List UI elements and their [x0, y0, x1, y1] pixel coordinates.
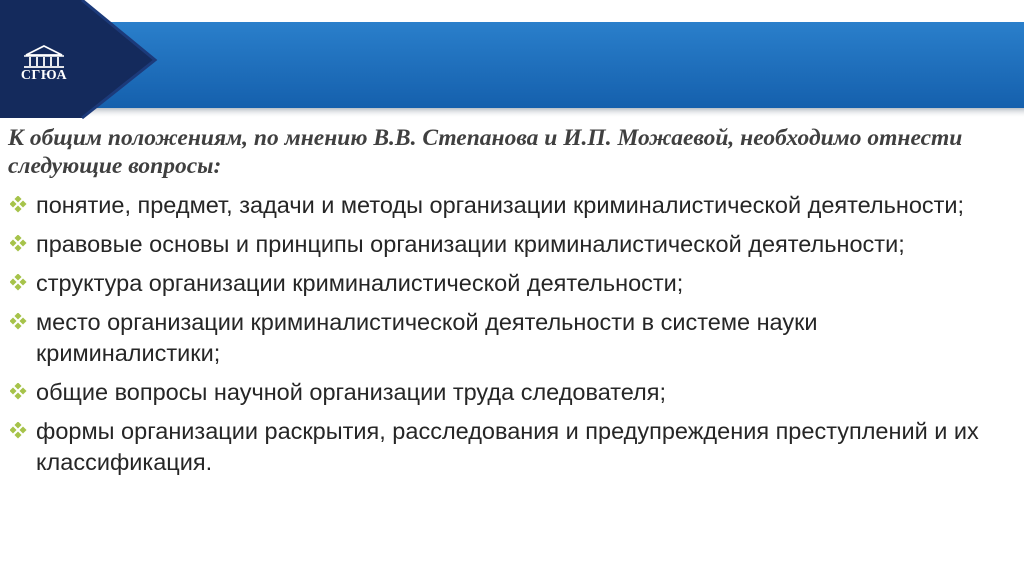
- banner-graphic: [0, 0, 1024, 122]
- list-item-text: общие вопросы научной организации труда следователя;: [36, 379, 667, 405]
- list-item: [8, 190, 1008, 221]
- diamond-bullet-icon: [10, 422, 28, 440]
- diamond-bullet-icon: [10, 313, 28, 331]
- diamond-bullet-icon: [10, 235, 28, 253]
- list-item-text: место организации криминалистической деятельности в системе науки криминалистики;: [36, 309, 818, 366]
- list-item: [8, 307, 1008, 369]
- logo-text: СГЮА: [20, 68, 68, 83]
- list-item: [8, 229, 1008, 260]
- list-item-text: формы организации раскрытия, расследования и предупреждения преступлений и их классификация.: [36, 418, 979, 475]
- list-item-text: понятие, предмет, задачи и методы организации криминалистической деятельности;: [36, 192, 965, 218]
- diamond-bullet-icon: [10, 274, 28, 292]
- diamond-bullet-icon: [10, 196, 28, 214]
- university-building-icon: [14, 44, 74, 70]
- list-item: [8, 416, 1008, 478]
- diamond-bullet-icon: [10, 383, 28, 401]
- bullet-list: [8, 190, 1008, 486]
- header-banner: [0, 0, 1024, 122]
- slide-intro: К общим положениям, по мнению В.В. Степанова и И.П. Можаевой, необходимо отнести следующие вопросы:: [8, 125, 963, 179]
- list-item-text: правовые основы и принципы организации криминалистической деятельности;: [36, 231, 905, 257]
- logo: [14, 44, 74, 94]
- list-item: [8, 268, 1008, 299]
- list-item-text: структура организации криминалистической деятельности;: [36, 270, 684, 296]
- list-item: [8, 377, 1008, 408]
